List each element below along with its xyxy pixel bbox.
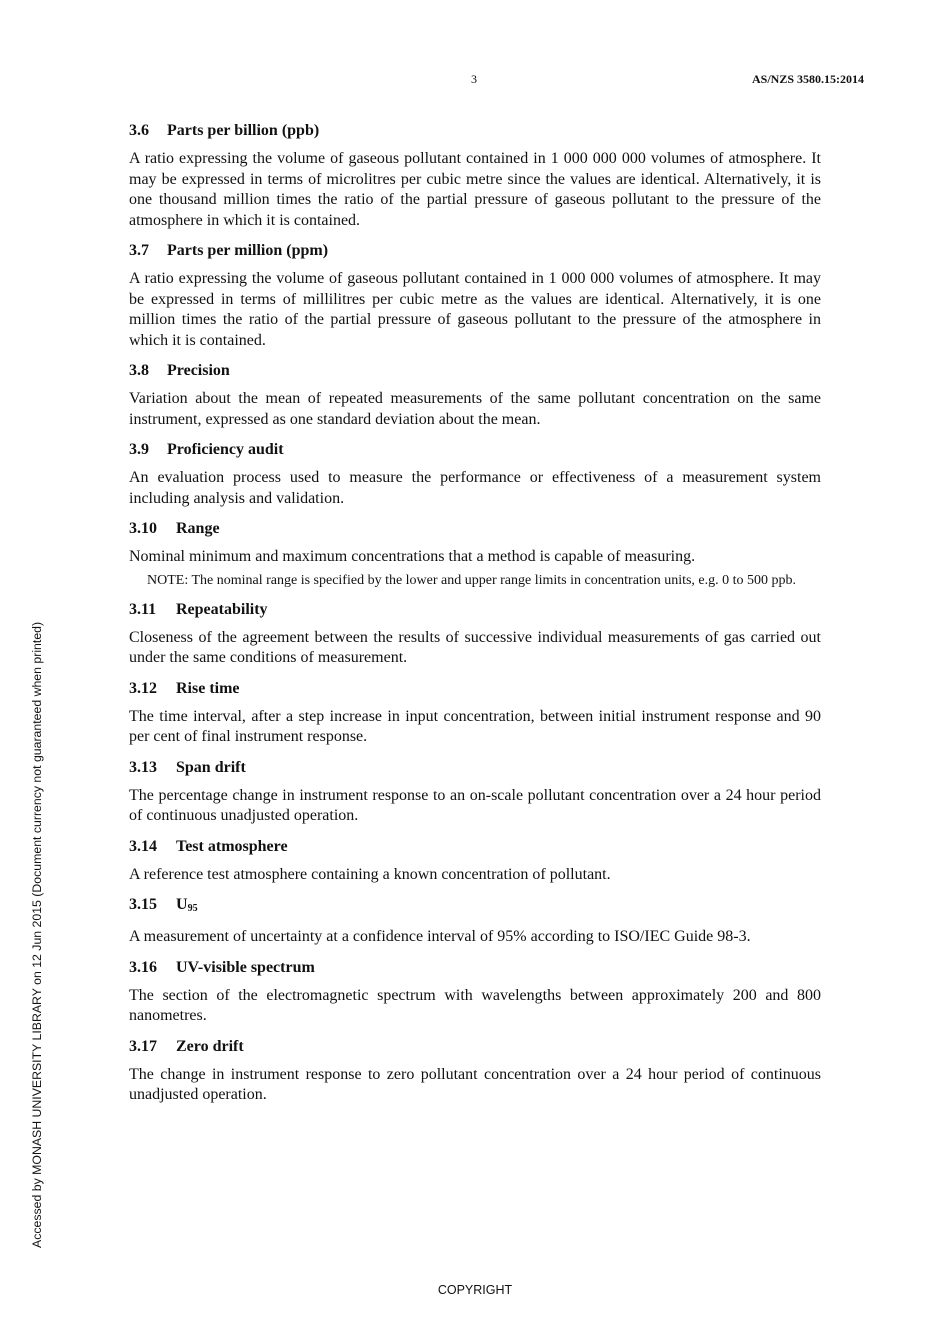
term-3-10 xyxy=(129,518,821,590)
term-definition: A reference test atmosphere containing a known concentration of pollutant. xyxy=(129,865,611,883)
term-heading xyxy=(129,518,821,539)
term-definition: The percentage change in instrument response to an on-scale pollutant concentration over a 24 hour period of continuous unadjusted operation. xyxy=(129,786,821,824)
term-number: 3.16 xyxy=(129,958,157,976)
term-heading xyxy=(129,439,821,460)
term-definition: The time interval, after a step increase in input concentration, between initial instrument response and 90 per cent of final instrument response. xyxy=(129,707,821,745)
term-heading xyxy=(129,757,821,778)
page-number: 3 xyxy=(471,72,477,86)
term-number: 3.8 xyxy=(129,362,149,379)
term-heading xyxy=(129,240,821,261)
term-title: Range xyxy=(176,520,220,537)
term-heading xyxy=(129,360,821,381)
term-heading xyxy=(129,1036,821,1057)
standard-id: AS/NZS 3580.15:2014 xyxy=(751,72,864,86)
term-title: Test atmosphere xyxy=(176,837,288,855)
term-title: Proficiency audit xyxy=(167,441,284,458)
term-number: 3.11 xyxy=(129,600,157,618)
term-definition: A measurement of uncertainty at a confidence interval of 95% according to ISO/IEC Guide 98-3. xyxy=(129,928,751,945)
term-heading xyxy=(129,894,821,919)
term-3-15 xyxy=(129,894,821,948)
term-3-14 xyxy=(129,836,821,886)
term-3-17 xyxy=(129,1036,821,1106)
term-number: 3.7 xyxy=(129,242,149,259)
term-heading xyxy=(129,599,821,620)
term-title: Repeatability xyxy=(176,600,268,618)
term-3-11 xyxy=(129,599,821,669)
term-definition: The section of the electromagnetic spectrum with wavelengths between approximately 200 and 800 nanometres. xyxy=(129,986,821,1024)
term-heading xyxy=(129,836,821,857)
term-title: U xyxy=(176,896,188,913)
term-3-9 xyxy=(129,439,821,509)
term-3-8 xyxy=(129,360,821,430)
term-note: NOTE: The nominal range is specified by the lower and upper range limits in concentration units, e.g. 0 to 500 ppb. xyxy=(147,572,797,588)
term-number: 3.15 xyxy=(129,896,157,913)
term-3-6 xyxy=(129,120,821,231)
term-title: Parts per million (ppm) xyxy=(167,242,329,259)
term-heading xyxy=(129,120,821,141)
term-definition: A ratio expressing the volume of gaseous pollutant contained in 1 000 000 000 volumes of atmosphere. It may be expressed in terms of microlitres per cubic metre since the values are identical. Alternatively, it is one thousand million times the ratio of the partial pressure of gaseous pollutant to the pressure of the atmosphere in which it is contained. xyxy=(129,150,821,229)
term-title: Span drift xyxy=(176,758,246,776)
term-3-12 xyxy=(129,678,821,748)
page-header xyxy=(0,72,950,90)
term-definition: Closeness of the agreement between the results of successive individual measurements of gas carried out under the same conditions of measurement. xyxy=(129,628,821,666)
term-number: 3.9 xyxy=(129,441,149,458)
copyright-footer: COPYRIGHT xyxy=(437,1283,513,1297)
term-definition: An evaluation process used to measure the performance or effectiveness of a measurement system including analysis and validation. xyxy=(129,469,821,507)
term-number: 3.6 xyxy=(129,122,149,139)
term-title: UV-visible spectrum xyxy=(176,958,315,976)
term-number: 3.10 xyxy=(129,520,157,537)
term-number: 3.12 xyxy=(129,679,157,697)
term-number: 3.13 xyxy=(129,758,157,776)
term-number: 3.17 xyxy=(129,1037,157,1055)
term-definition: Nominal minimum and maximum concentrations that a method is capable of measuring. xyxy=(129,548,696,565)
term-3-16 xyxy=(129,957,821,1027)
term-title: Rise time xyxy=(176,679,240,697)
term-title: Parts per billion (ppb) xyxy=(167,122,320,139)
term-heading xyxy=(129,957,821,978)
term-number: 3.14 xyxy=(129,837,157,855)
definitions-section xyxy=(129,120,821,1115)
term-title: Precision xyxy=(167,362,230,379)
term-title-subscript: 95 xyxy=(187,903,198,914)
term-3-7 xyxy=(129,240,821,351)
term-definition: A ratio expressing the volume of gaseous pollutant contained in 1 000 000 volumes of atmosphere. It may be expressed in terms of millilitres per cubic metre as the values are identical. Alternatively, it is one million times the ratio of the partial pressure of gaseous pollutant to the pressure of the atmosphere in which it is contained. xyxy=(129,270,821,349)
term-3-13 xyxy=(129,757,821,827)
access-stamp: Accessed by MONASH UNIVERSITY LIBRARY on 12 Jun 2015 (Document currency not guaranteed when printed) xyxy=(30,621,44,1248)
term-heading xyxy=(129,678,821,699)
term-definition: Variation about the mean of repeated measurements of the same pollutant concentration on the same instrument, expressed as one standard deviation about the mean. xyxy=(129,390,821,428)
term-title: Zero drift xyxy=(176,1037,244,1055)
term-definition: The change in instrument response to zero pollutant concentration over a 24 hour period of continuous unadjusted operation. xyxy=(129,1065,821,1103)
